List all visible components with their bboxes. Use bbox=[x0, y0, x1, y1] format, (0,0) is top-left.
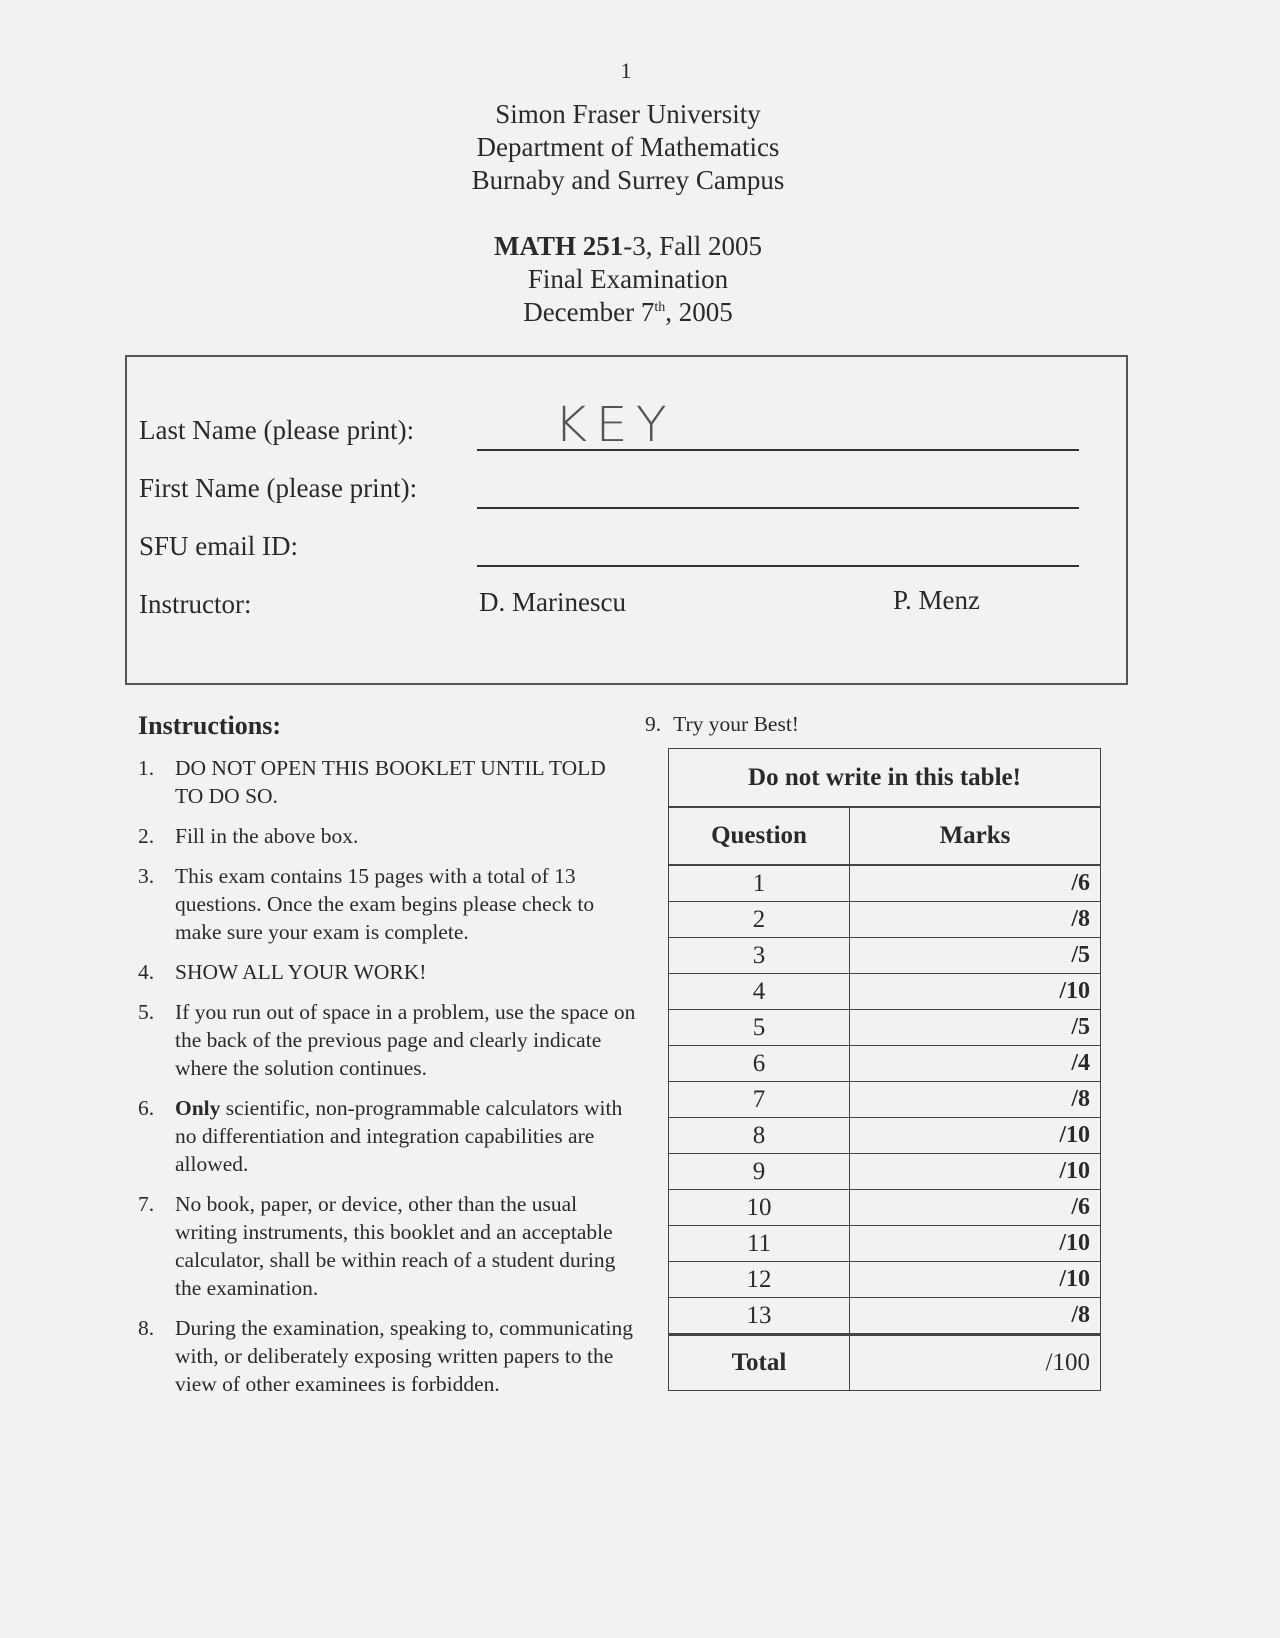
total-label: Total bbox=[669, 1335, 850, 1391]
total-value: /100 bbox=[850, 1335, 1101, 1391]
instruction-number: 6. bbox=[138, 1096, 155, 1120]
instruction-item-9 bbox=[645, 712, 799, 737]
question-number: 9 bbox=[669, 1154, 850, 1190]
table-row bbox=[669, 974, 1101, 1010]
instruction-item bbox=[138, 1314, 638, 1398]
last-name-label: Last Name (please print): bbox=[139, 415, 415, 445]
instruction-number: 5. bbox=[138, 1000, 155, 1024]
question-number: 3 bbox=[669, 938, 850, 974]
instruction-number: 3. bbox=[138, 864, 155, 888]
question-marks: /6 bbox=[850, 1190, 1101, 1226]
question-marks: /10 bbox=[850, 1226, 1101, 1262]
instruction-text: SHOW ALL YOUR WORK! bbox=[175, 960, 427, 984]
question-number: 12 bbox=[669, 1262, 850, 1298]
table-row bbox=[669, 1154, 1101, 1190]
question-number: 4 bbox=[669, 974, 850, 1010]
instruction-number: 7. bbox=[138, 1192, 155, 1216]
instruction-emphasis: Only bbox=[175, 1096, 221, 1120]
course-suffix: -3, Fall 2005 bbox=[623, 231, 762, 261]
question-marks: /10 bbox=[850, 974, 1101, 1010]
instructor-option-menz[interactable]: P. Menz bbox=[893, 585, 980, 615]
instruction-number: 8. bbox=[138, 1316, 155, 1340]
question-marks: /8 bbox=[850, 1082, 1101, 1118]
marks-table-title: Do not write in this table! bbox=[669, 749, 1101, 808]
question-marks: /4 bbox=[850, 1046, 1101, 1082]
instructor-option-marinescu[interactable]: D. Marinescu bbox=[479, 587, 626, 617]
table-row bbox=[669, 1082, 1101, 1118]
instruction-item bbox=[138, 1094, 638, 1178]
question-marks: /6 bbox=[850, 865, 1101, 902]
instruction-number: 9. bbox=[645, 712, 662, 736]
instruction-text: If you run out of space in a problem, use the space on the back of the previous page and clearly indicate where the solution continues. bbox=[175, 1000, 636, 1080]
question-number: 5 bbox=[669, 1010, 850, 1046]
table-row bbox=[669, 1190, 1101, 1226]
instruction-item bbox=[138, 1190, 638, 1302]
question-number: 7 bbox=[669, 1082, 850, 1118]
table-row bbox=[669, 902, 1101, 938]
table-row bbox=[669, 1298, 1101, 1335]
instruction-item bbox=[138, 998, 638, 1082]
question-column-header: Question bbox=[669, 807, 850, 865]
instruction-number: 4. bbox=[138, 960, 155, 984]
question-marks: /5 bbox=[850, 938, 1101, 974]
table-row bbox=[669, 938, 1101, 974]
exam-title: Final Examination bbox=[527, 264, 729, 294]
exam-date bbox=[0, 296, 1256, 329]
instruction-item bbox=[138, 754, 638, 810]
exam-date-sup: th bbox=[654, 300, 666, 315]
instruction-text: DO NOT OPEN THIS BOOKLET UNTIL TOLD TO DO SO. bbox=[175, 756, 606, 808]
department-name: Department of Mathematics bbox=[476, 132, 780, 162]
marks-table-body bbox=[669, 865, 1101, 1335]
email-label: SFU email ID: bbox=[139, 531, 298, 561]
table-row bbox=[669, 1226, 1101, 1262]
last-name-field[interactable] bbox=[477, 449, 1079, 451]
question-number: 10 bbox=[669, 1190, 850, 1226]
question-marks: /8 bbox=[850, 902, 1101, 938]
campus-name: Burnaby and Surrey Campus bbox=[471, 165, 785, 195]
first-name-label: First Name (please print): bbox=[139, 473, 418, 503]
table-row bbox=[669, 1010, 1101, 1046]
email-field[interactable] bbox=[477, 565, 1079, 567]
instruction-text: This exam contains 15 pages with a total of 13 questions. Once the exam begins please check to make sure your exam is complete. bbox=[175, 864, 595, 944]
question-marks: /8 bbox=[850, 1298, 1101, 1335]
instruction-text: scientific, non-programmable calculators with no differentiation and integration capabilities are allowed. bbox=[175, 1096, 623, 1176]
university-header bbox=[0, 98, 1256, 197]
instruction-item bbox=[138, 862, 638, 946]
question-number: 8 bbox=[669, 1118, 850, 1154]
question-number: 6 bbox=[669, 1046, 850, 1082]
course-code: MATH 251 bbox=[494, 231, 624, 261]
instruction-item bbox=[138, 822, 638, 850]
course-title bbox=[0, 230, 1256, 263]
last-name-value: KEY bbox=[554, 397, 676, 453]
exam-date-main: December 7 bbox=[523, 297, 655, 327]
question-number: 13 bbox=[669, 1298, 850, 1335]
page-number: 1 bbox=[620, 58, 632, 83]
table-row bbox=[669, 1262, 1101, 1298]
instructions-list bbox=[138, 754, 638, 1398]
table-row bbox=[669, 1046, 1101, 1082]
instruction-text: Try your Best! bbox=[673, 712, 799, 736]
table-row bbox=[669, 1118, 1101, 1154]
instructions-section bbox=[138, 712, 638, 1410]
marks-table bbox=[668, 748, 1101, 1391]
first-name-field[interactable] bbox=[477, 507, 1079, 509]
instruction-number: 1. bbox=[138, 756, 155, 780]
question-number: 2 bbox=[669, 902, 850, 938]
table-row bbox=[669, 865, 1101, 902]
total-row bbox=[669, 1335, 1101, 1391]
instruction-number: 2. bbox=[138, 824, 155, 848]
instructions-heading: Instructions: bbox=[138, 711, 282, 740]
question-number: 11 bbox=[669, 1226, 850, 1262]
question-marks: /10 bbox=[850, 1118, 1101, 1154]
question-marks: /10 bbox=[850, 1262, 1101, 1298]
marks-column-header: Marks bbox=[850, 807, 1101, 865]
student-info-box bbox=[125, 355, 1128, 685]
course-header bbox=[0, 230, 1256, 329]
instruction-text: Fill in the above box. bbox=[175, 824, 359, 848]
question-number: 1 bbox=[669, 865, 850, 902]
instruction-item bbox=[138, 958, 638, 986]
instruction-text: No book, paper, or device, other than the usual writing instruments, this booklet and an acceptable calculator, shall be within reach of a student during the examination. bbox=[175, 1192, 616, 1300]
question-marks: /5 bbox=[850, 1010, 1101, 1046]
instructor-label: Instructor: bbox=[139, 589, 252, 619]
university-name: Simon Fraser University bbox=[495, 99, 761, 129]
question-marks: /10 bbox=[850, 1154, 1101, 1190]
instruction-text: During the examination, speaking to, communicating with, or deliberately exposing written papers to the view of other examinees is forbidden. bbox=[175, 1316, 633, 1396]
exam-date-year: , 2005 bbox=[665, 297, 733, 327]
